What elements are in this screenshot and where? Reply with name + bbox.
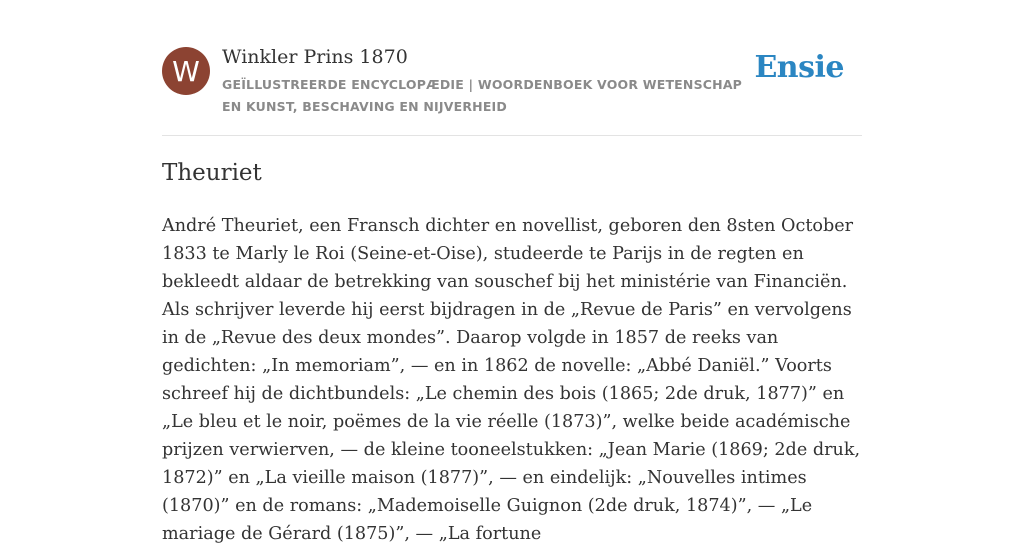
entry-title: Theuriet — [162, 160, 262, 186]
source-subtitle: GEÏLLUSTREERDE ENCYCLOPÆDIE | WOORDENBOEK VOOR WETENSCHAP EN KUNST, BESCHAVING EN NIJVERHEID — [222, 77, 743, 114]
ensie-logo-link[interactable]: Ensie — [754, 50, 844, 85]
entry-body: André Theuriet, een Fransch dichter en novellist, geboren den 8sten October 1833 te Marly le Roi (Seine-et-Oise), studeerde te Parijs in de regten en bekleedt aldaar de betrekking van souschef bij het ministérie van Financiën. Als schrijver leverde hij eerst bijdragen in de „Revue de Paris” en vervolgens in de „Revue des deux mondes”. Daarop volgde in 1857 de reeks van gedichten: „In memoriam”, — en in 1862 de novelle: „Abbé Daniël.” Voorts schreef hij de dichtbundels: „Le chemin des bois (1865; 2de druk, 1877)” en „Le bleu et le noir, poëmes de la vie réelle (1873)”, welke beide académische prijzen verwierven, — de kleine tooneelstukken: „Jean Marie (1869; 2de druk, 1872)” en „La vieille maison (1877)”, — en eindelijk: „Nouvelles intimes (1870)” en de romans: „Mademoiselle Guignon (2de druk, 1874)”, — „Le mariage de Gérard (1875)”, — „La fortune — [162, 216, 861, 544]
source-title[interactable]: Winkler Prins 1870 — [222, 46, 408, 68]
header-divider — [162, 135, 862, 136]
source-header — [162, 46, 862, 118]
source-avatar[interactable]: W — [162, 47, 210, 95]
